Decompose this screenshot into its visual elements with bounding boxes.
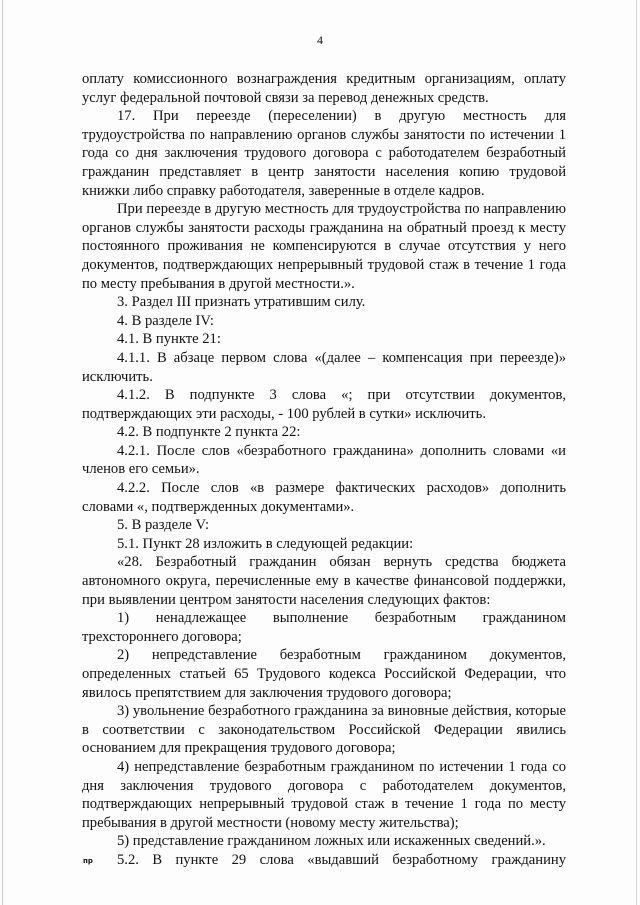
paragraph-4: 4. В разделе IV: — [117, 312, 214, 329]
list-item-1: 1) ненадлежащее выполнение безработным гражданином трехстороннего договора; — [82, 610, 566, 645]
list-item-4: 4) непредставление безработным гражданином по истечении 1 года со дня заключения трудового договора с работодателем документов, подтверждающих непрерывный трудовой стаж в течение 1 года по месту пребывания в другой местности (новому месту жительства); — [82, 758, 566, 831]
paragraph-17-second: При переезде в другую местность для трудоустройства по направлению органов службы занятости расходы гражданина на обратный проезд к месту постоянного проживания не компенсируются в случае отсутствия у него документов, подтверждающих непрерывный трудовой стаж в течение 1 года по месту пребывания в другой местности.». — [82, 201, 566, 292]
paragraph-5-2: 5.2. В пункте 29 слова «выдавший безработному гражданину — [117, 851, 566, 868]
scan-edge-left — [2, 0, 3, 905]
paragraph-28: «28. Безработный гражданин обязан вернуть средства бюджета автономного округа, перечисленные ему в качестве финансовой поддержки, при выявлении центром занятости населения следующих фактов: — [82, 554, 566, 608]
page-number: 4 — [317, 33, 323, 47]
paragraph-4-1: 4.1. В пункте 21: — [117, 331, 221, 348]
paragraph-5-1: 5.1. Пункт 28 изложить в следующей редакции: — [117, 535, 414, 552]
list-item-3: 3) увольнение безработного гражданина за виновные действия, которые в соответствии с законодательством Российской Федерации явились основанием для прекращения трудового договора; — [82, 703, 566, 757]
paragraph-4-2-2: 4.2.2. После слов «в размере фактических расходов» дополнить словами «, подтвержденных документами». — [82, 480, 566, 515]
paragraph-4-2: 4.2. В подпункте 2 пункта 22: — [117, 424, 301, 441]
scan-edge-right — [636, 0, 637, 905]
paragraph-4-2-1: 4.2.1. После слов «безработного гражданина» дополнить словами «и членов его семьи». — [82, 442, 566, 478]
paragraph-4-1-1: 4.1.1. В абзаце первом слова «(далее – компенсация при переезде)» исключить. — [82, 349, 566, 385]
paragraph-3: 3. Раздел III признать утратившим силу. — [117, 294, 366, 311]
list-item-5: 5) представление гражданином ложных или искаженных сведений.». — [117, 833, 546, 850]
paragraph-17: 17. При переезде (переселении) в другую местность для трудоустройства по направлению органов службы занятости по истечении 1 года со дня заключения трудового договора с работодателем безработный гражданин представляет в центр занятости населения копию трудовой книжки либо справку работодателя, заверенные в отделе кадров. — [82, 108, 566, 199]
paragraph-4-1-2: 4.1.2. В подпункте 3 слова «; при отсутствии документов, подтверждающих эти расходы, - 100 рублей в сутки» исключить. — [82, 387, 566, 422]
document-body — [82, 70, 566, 870]
paragraph-5: 5. В разделе V: — [117, 517, 210, 534]
footer-mark: пр — [83, 857, 93, 865]
paragraph-continuation: оплату комиссионного вознаграждения кредитным организациям, оплату услуг федеральной почтовой связи за перевод денежных средств. — [82, 71, 566, 106]
list-item-2: 2) непредставление безработным гражданином документов, определенных статьей 65 Трудового кодекса Российской Федерации, что явилось препятствием для заключения трудового договора; — [82, 647, 566, 701]
